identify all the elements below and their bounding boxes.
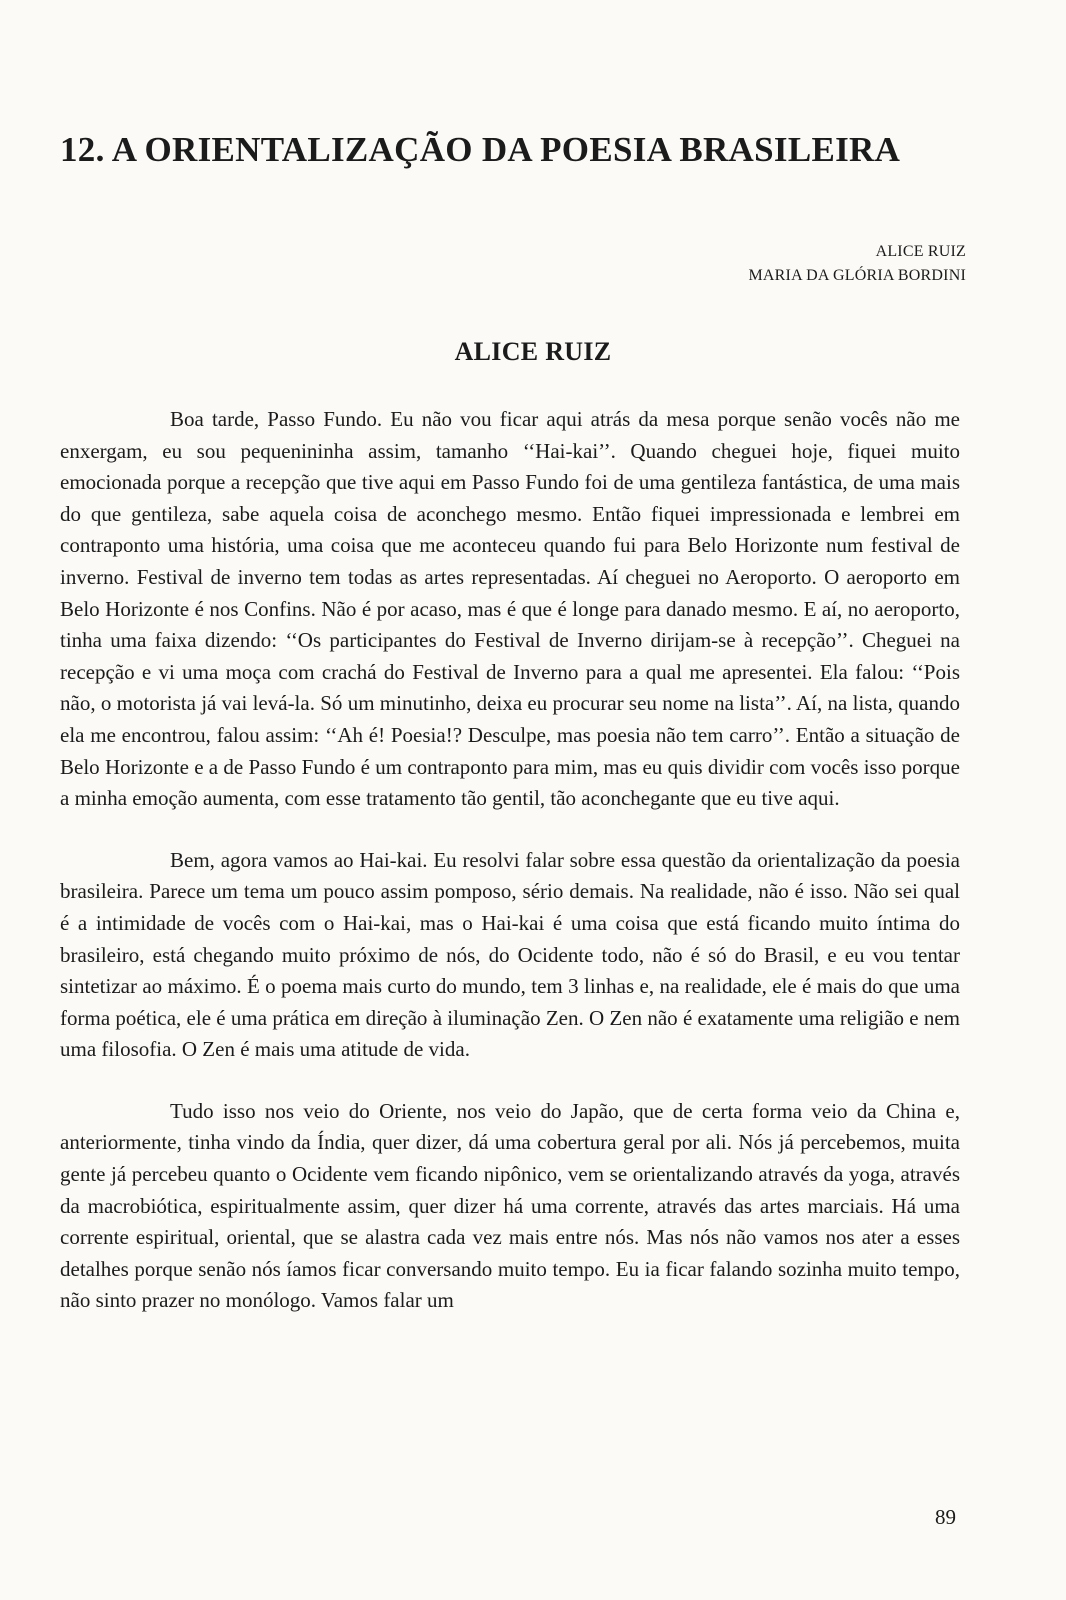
paragraph: Tudo isso nos veio do Oriente, nos veio do Japão, que de certa forma veio da China e, anteriormente, tinha vindo da Índia, quer dizer, dá uma cobertura geral por ali. Nós já percebemos, muita gente já percebeu quanto o Ocidente vem ficando nipônico, vem se orientalizando através da yoga, através da macrobiótica, espiritualmente assim, quer dizer há uma corrente, através das artes marciais. Há uma corrente espiritual, oriental, que se alastra cada vez mais entre nós. Mas nós não vamos nos ater a esses detalhes porque senão nós íamos ficar conversando muito tempo. Eu ia ficar falando sozinha muito tempo, não sinto prazer no monólogo. Vamos falar um — [60, 1098, 960, 1313]
author-name: MARIA DA GLÓRIA BORDINI — [748, 267, 966, 284]
section-heading: ALICE RUIZ — [454, 337, 612, 366]
author-list — [749, 240, 967, 288]
page-number: 89 — [935, 1505, 956, 1529]
chapter-title: 12. A ORIENTALIZAÇÃO DA POESIA BRASILEIRA — [60, 130, 901, 169]
paragraph: Boa tarde, Passo Fundo. Eu não vou ficar aqui atrás da mesa porque senão vocês não me enxergam, eu sou pequenininha assim, tamanho ‘‘Hai-kai’’. Quando cheguei hoje, fiquei muito emocionada porque a recepção que tive aqui em Passo Fundo foi de uma gentileza fantástica, de uma mais do que gentileza, sabe aquela coisa de aconchego mesmo. Então fiquei impressionada e lembrei em contraponto uma história, uma coisa que me aconteceu quando fui para Belo Horizonte num festival de inverno. Festival de inverno tem todas as artes representadas. Aí cheguei no Aeroporto. O aeroporto em Belo Horizonte é nos Confins. Não é por acaso, mas é que é longe para danado mesmo. E aí, no aeroporto, tinha uma faixa dizendo: ‘‘Os participantes do Festival de Inverno dirijam-se à recepção’’. Cheguei na recepção e vi uma moça com crachá do Festival de Inverno para a qual me apresentei. Ela falou: ‘‘Pois não, o motorista já vai levá-la. Só um minutinho, deixa eu procurar seu nome na lista’’. Aí, na lista, quando ela me encontrou, falou assim: ‘‘Ah é! Poesia!? Desculpe, mas poesia não tem carro’’. Então a situação de Belo Horizonte e a de Passo Fundo é um contraponto para mim, mas eu quis dividir com vocês isso porque a minha emoção aumenta, com esse tratamento tão gentil, tão aconchegante que eu tive aqui. — [60, 407, 960, 811]
author-name: ALICE RUIZ — [875, 243, 966, 260]
body-text — [60, 404, 960, 1317]
paragraph: Bem, agora vamos ao Hai-kai. Eu resolvi falar sobre essa questão da orientalização da poesia brasileira. Parece um tema um pouco assim pomposo, sério demais. Na realidade, não é isso. Não sei qual é a intimidade de vocês com o Hai-kai, mas o Hai-kai é uma coisa que está ficando muito íntima do brasileiro, está chegando muito próximo de nós, do Ocidente todo, não é só do Brasil, e eu vou tentar sintetizar ao máximo. É o poema mais curto do mundo, tem 3 linhas e, na realidade, ele é mais do que uma forma poética, ele é uma prática em direção à iluminação Zen. O Zen não é exatamente uma religião e nem uma filosofia. O Zen é mais uma atitude de vida. — [60, 847, 960, 1062]
